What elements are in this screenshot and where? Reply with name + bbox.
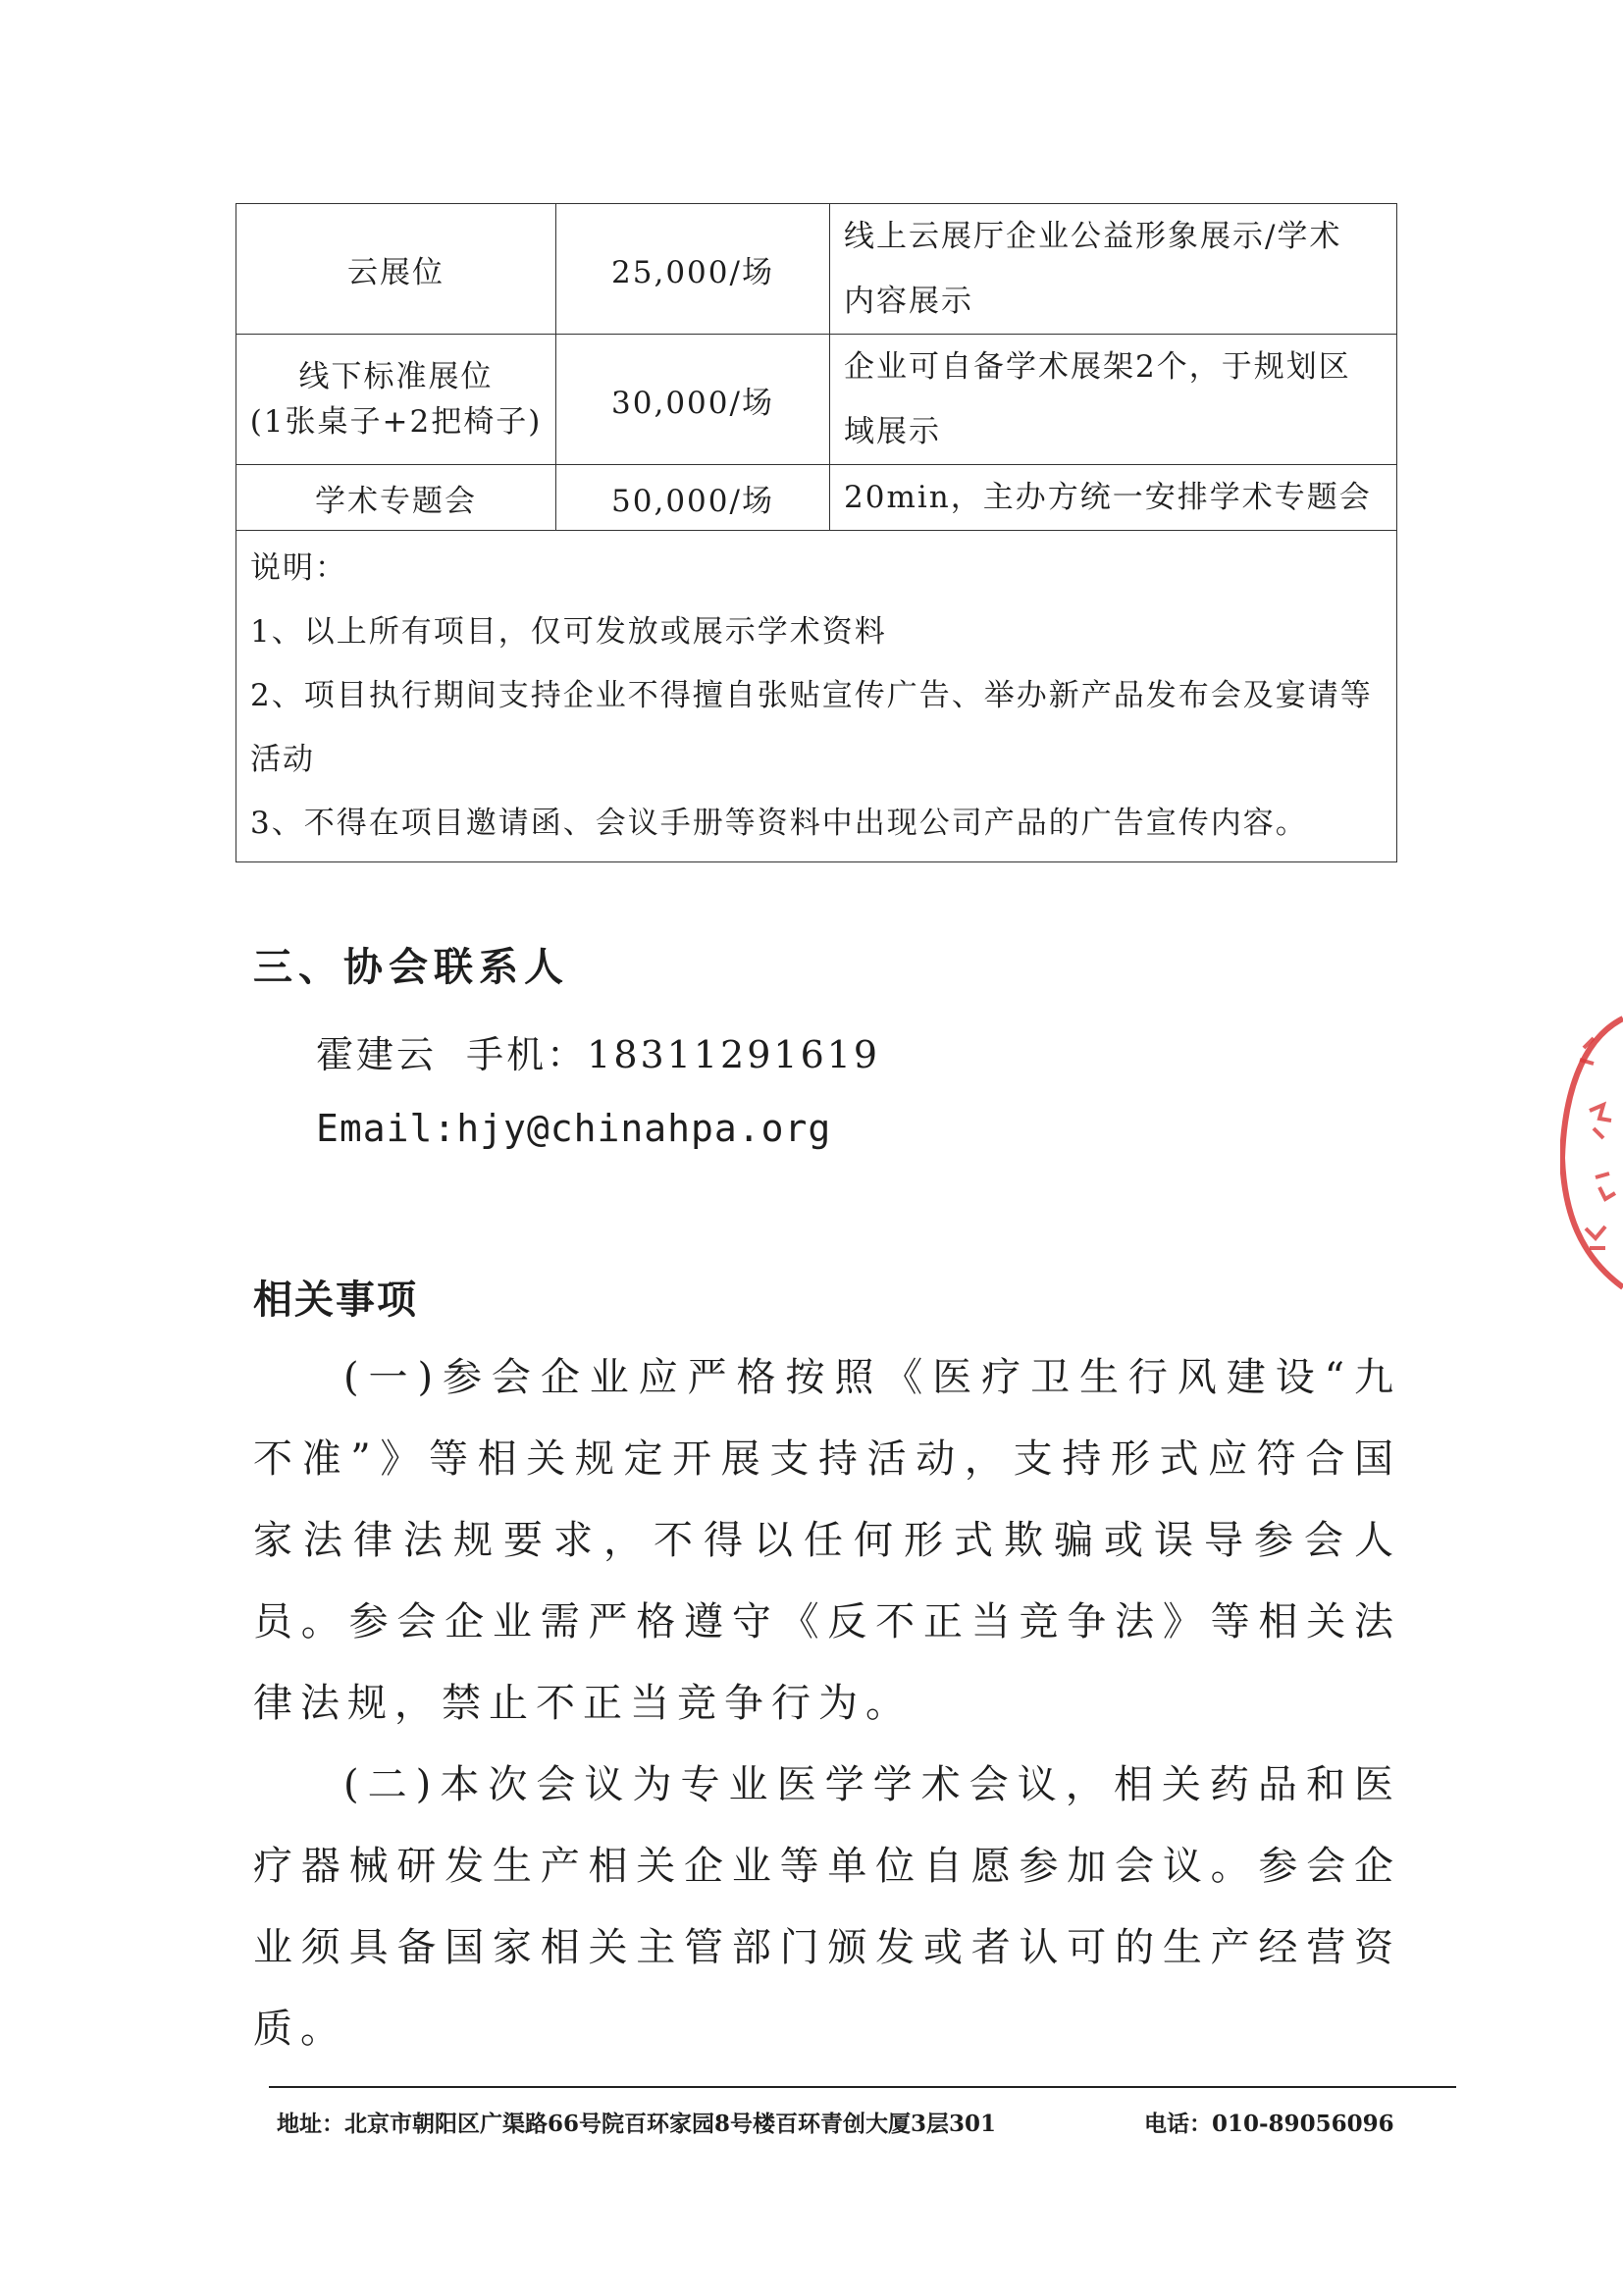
desc-cell — [830, 335, 1397, 465]
notes-line: 2、项目执行期间支持企业不得擅自张贴宣传广告、举办新产品发布会及宴请等 — [250, 678, 1373, 713]
desc-cell — [830, 465, 1397, 531]
item-cell: 云展位 — [236, 204, 556, 335]
notes-heading: 说明： — [250, 550, 347, 586]
price-cell: 30,000/场 — [556, 335, 830, 465]
item-cell: 学术专题会 — [236, 465, 556, 531]
item-line: (1张桌子+2把椅子) — [249, 404, 543, 440]
table-row — [236, 465, 1397, 531]
notes-line: 1、以上所有项目，仅可发放或展示学术资料 — [250, 614, 887, 650]
notes-row — [236, 531, 1397, 862]
notes-cell — [236, 531, 1397, 862]
fee-table — [236, 203, 1397, 862]
notes-line: 3、不得在项目邀请函、会议手册等资料中出现公司产品的广告宣传内容。 — [250, 806, 1308, 841]
contact-email: Email:hjy@chinahpa.org — [316, 1107, 832, 1150]
price-cell: 50,000/场 — [556, 465, 830, 531]
matters-paragraph-2: (二)本次会议为专业医学学术会议，相关药品和医疗器械研发生产相关企业等单位自愿参加会议。参会企业须具备国家相关主管部门颁发或者认可的生产经营资质。 — [253, 1762, 1401, 2052]
section-title-matters: 相关事项 — [253, 1278, 418, 1323]
section-title-contact: 三、协会联系人 — [253, 945, 569, 990]
price-cell: 25,000/场 — [556, 204, 830, 335]
matters-paragraph-1: (一)参会企业应严格按照《医疗卫生行风建设“九不准”》等相关规定开展支持活动，支持形式应符合国家法律法规要求，不得以任何形式欺骗或误导参会人员。参会企业需严格遵守《反不正当竞争法》等相关法律法规，禁止不正当竞争行为。 — [253, 1355, 1401, 1726]
notes-line: 活动 — [250, 742, 315, 777]
contact-name-phone: 霍建云 手机：18311291619 — [316, 1033, 881, 1076]
desc-cell — [830, 204, 1397, 335]
table-row — [236, 335, 1397, 465]
footer-phone: 电话：010-89056096 — [1144, 2111, 1394, 2137]
item-line: 线下标准展位 — [298, 359, 494, 394]
desc-line: 线上云展厅企业公益形象展示/学术 — [844, 219, 1342, 254]
desc-line: 内容展示 — [844, 284, 973, 319]
desc-line: 域展示 — [844, 414, 941, 449]
table-row — [236, 204, 1397, 335]
red-seal-fragment — [1560, 1001, 1623, 1305]
desc-line: 企业可自备学术展架2个，于规划区 — [844, 349, 1351, 385]
footer-address: 地址：北京市朝阳区广渠路66号院百环家园8号楼百环青创大厦3层301 — [277, 2111, 997, 2137]
desc-line: 20min，主办方统一安排学术专题会 — [844, 480, 1372, 515]
item-cell — [236, 335, 556, 465]
footer-divider — [269, 2086, 1456, 2088]
